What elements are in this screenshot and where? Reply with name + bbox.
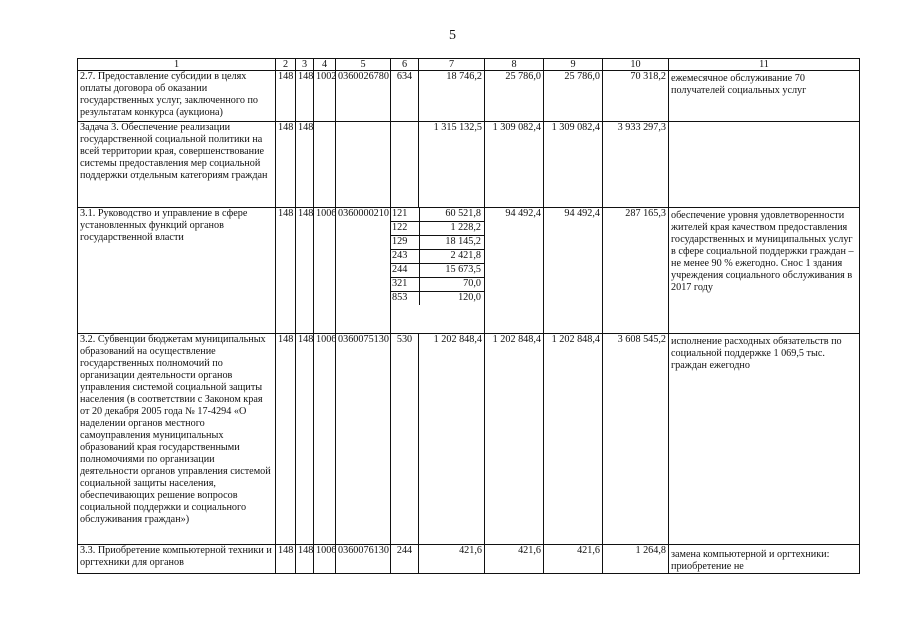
breakdown-row <box>391 222 485 236</box>
cell-col-10: 70 318,2 <box>603 71 669 122</box>
cell-col-8: 421,6 <box>485 545 544 574</box>
header-col-9: 9 <box>544 59 603 71</box>
breakdown-row <box>391 208 485 222</box>
expense-amount: 1 228,2 <box>419 222 485 236</box>
cell-col-3: 148 <box>296 545 314 574</box>
header-col-8: 8 <box>485 59 544 71</box>
expense-code: 121 <box>391 208 419 222</box>
cell-col-2: 148 <box>276 545 296 574</box>
expense-code: 129 <box>391 236 419 250</box>
cell-col-5: 0360075130 <box>336 334 391 545</box>
breakdown-row <box>391 264 485 278</box>
row-description: 2.7. Предоставление субсидии в целях оплаты договора об оказании государственных услуг, заключенного по результатам конкурса (аукциона) <box>78 71 276 122</box>
expense-amount: 70,0 <box>419 278 485 292</box>
cell-col-7: 18 746,2 <box>419 71 485 122</box>
cell-col-9: 1 202 848,4 <box>544 334 603 545</box>
cell-col-5: 0360026780 <box>336 71 391 122</box>
header-col-5: 5 <box>336 59 391 71</box>
cell-col-4: 1002 <box>314 71 336 122</box>
cell-col-6: 244 <box>391 545 419 574</box>
row-description: 3.3. Приобретение компьютерной техники и оргтехники для органов <box>78 545 276 574</box>
table-row <box>78 334 860 545</box>
page-number: 5 <box>449 28 456 43</box>
expense-amount: 2 421,8 <box>419 250 485 264</box>
expense-code: 122 <box>391 222 419 236</box>
breakdown-row <box>391 278 485 292</box>
cell-col-4: 1006 <box>314 545 336 574</box>
cell-col-2: 148 <box>276 71 296 122</box>
cell-col-3: 148 <box>296 334 314 545</box>
table-row <box>78 545 860 574</box>
expense-amount: 120,0 <box>458 292 481 303</box>
header-col-1: 1 <box>78 59 276 71</box>
cell-col-6: 634 <box>391 71 419 122</box>
cell-col-6 <box>391 122 419 208</box>
breakdown-row <box>391 236 485 250</box>
cell-col-11: обеспечение уровня удовлетворенности жителей края качеством предоставления государственных и муниципальных услуг в сфере социальной поддержки граждан – не менее 90 % ежегодно. Снос 1 здания учреждения социального обслуживания в 2017 году <box>669 208 860 334</box>
cell-col-9: 25 786,0 <box>544 71 603 122</box>
header-col-6: 6 <box>391 59 419 71</box>
cell-col-6: 530 <box>391 334 419 545</box>
expense-code: 243 <box>391 250 419 264</box>
cell-col-11 <box>669 122 860 208</box>
table-row <box>78 71 860 122</box>
cell-col-5 <box>336 122 391 208</box>
cell-col-11: замена компьютерной и оргтехники: приобретение не <box>669 545 860 574</box>
cell-col-9: 1 309 082,4 <box>544 122 603 208</box>
cell-col-9: 94 492,4 <box>544 208 603 334</box>
header-col-11: 11 <box>669 59 860 71</box>
header-col-4: 4 <box>314 59 336 71</box>
budget-table <box>77 58 860 574</box>
cell-col-7: 421,6 <box>419 545 485 574</box>
header-row <box>78 59 860 71</box>
table-row <box>78 122 860 208</box>
expense-amount: 15 673,5 <box>419 264 485 278</box>
expense-code: 244 <box>391 264 419 278</box>
cell-col-7: 1 315 132,5 <box>419 122 485 208</box>
cell-col-4: 1006 <box>314 334 336 545</box>
cell-col-11: ежемесячное обслуживание 70 получателей социальных услуг <box>669 71 860 122</box>
row-description: Задача 3. Обеспечение реализации государственной социальной политики на всей территории края, совершенствование системы предоставления мер социальной поддержки отдельным категориям граждан <box>78 122 276 208</box>
cell-col-10: 1 264,8 <box>603 545 669 574</box>
cell-col-2: 148 <box>276 122 296 208</box>
cell-col-10: 287 165,3 <box>603 208 669 334</box>
expense-code: 321 <box>391 278 419 292</box>
breakdown-row <box>391 292 485 306</box>
cell-col-8: 1 309 082,4 <box>485 122 544 208</box>
expense-breakdown <box>391 208 485 305</box>
header-col-3: 3 <box>296 59 314 71</box>
cell-col-2: 148 <box>276 208 296 334</box>
expense-code: 853 <box>391 292 419 306</box>
expense-amount: 18 145,2 <box>419 236 485 250</box>
row-description: 3.2. Субвенции бюджетам муниципальных образований на осуществление государственных полномочий по организации деятельности органов управления системой социальной защиты населения (в соответствии с Законом края от 20 декабря 2005 года № 17-4294 «О наделении органов местного самоуправления муниципальных образований края государственными полномочиями по организации деятельности органов управления системой социальной защиты населения, обеспечивающих решение вопросов социальной поддержки и социального обслуживания граждан») <box>78 334 276 545</box>
header-col-7: 7 <box>419 59 485 71</box>
cell-col-10: 3 608 545,2 <box>603 334 669 545</box>
breakdown-row <box>391 250 485 264</box>
cell-col-5: 0360076130 <box>336 545 391 574</box>
cell-col-5: 0360000210 <box>336 208 391 334</box>
cell-col-3: 148 <box>296 122 314 208</box>
cell-col-9: 421,6 <box>544 545 603 574</box>
header-col-10: 10 <box>603 59 669 71</box>
cell-col-4: 1006 <box>314 208 336 334</box>
header-col-2: 2 <box>276 59 296 71</box>
cell-col-8: 1 202 848,4 <box>485 334 544 545</box>
cell-col-3: 148 <box>296 71 314 122</box>
expense-amount: 60 521,8 <box>445 208 481 219</box>
row-description: 3.1. Руководство и управление в сфере установленных функций органов государственной власти <box>78 208 276 334</box>
cell-col-2: 148 <box>276 334 296 545</box>
cell-col-11: исполнение расходных обязательств по социальной поддержке 1 069,5 тыс. граждан ежегодно <box>669 334 860 545</box>
cell-col-3: 148 <box>296 208 314 334</box>
cell-col-7: 1 202 848,4 <box>419 334 485 545</box>
cell-col-8: 94 492,4 <box>485 208 544 334</box>
table-row <box>78 208 860 334</box>
cell-col-8: 25 786,0 <box>485 71 544 122</box>
cell-col-4 <box>314 122 336 208</box>
cell-col-10: 3 933 297,3 <box>603 122 669 208</box>
cell-col-6-stack <box>391 208 485 334</box>
